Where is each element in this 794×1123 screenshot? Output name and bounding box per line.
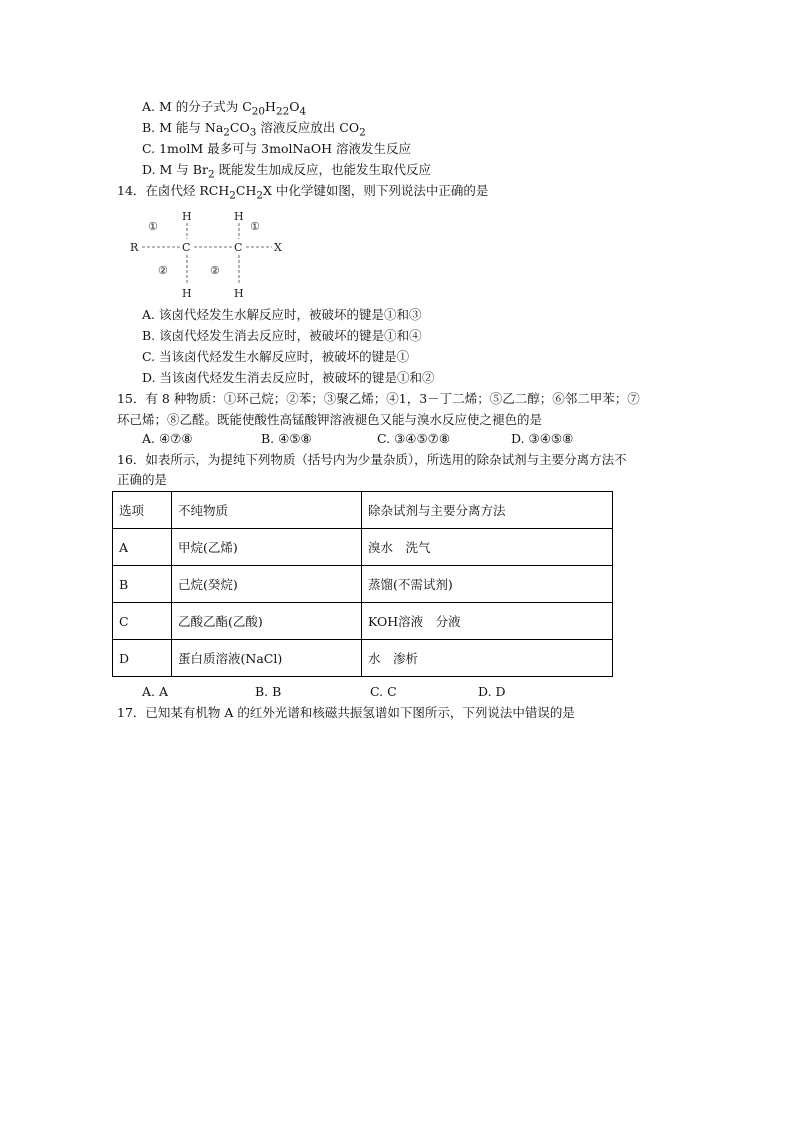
carbon-1: C [182,241,191,254]
table-cell: D [113,640,172,677]
q15-answer-b: B. ④⑤⑧ [261,431,312,446]
q15-answer-c: C. ③④⑤⑦⑧ [377,431,451,446]
q16-stem-line1: 16．如表所示，为提纯下列物质（括号内为少量杂质），所选用的除杂试剂与主要分离方法不 [117,452,627,467]
table-cell: C [113,603,172,640]
hydrogen-top-1: H [182,210,192,223]
header-reagent-method: 除杂试剂与主要分离方法 [362,492,613,529]
table-cell: 溴水 洗气 [362,529,613,566]
q16-answer-d: D. D [478,684,506,699]
table-header-row [113,492,613,529]
table-row [113,603,613,640]
q13-option-c: C. 1molM 最多可与 3molNaOH 溶液发生反应 [142,141,411,156]
bond-label-1a: ① [148,220,158,233]
q14-option-d: D. 当该卤代烃发生消去反应时，被破坏的键是①和② [142,370,435,385]
header-option: 选项 [113,492,172,529]
hydrogen-bottom-1: H [182,287,192,299]
purification-table [112,491,613,677]
carbon-2: C [234,241,243,254]
table-cell: 乙酸乙酯(乙酸) [172,603,362,640]
bond-label-2b: ② [210,264,220,277]
q13-option-d: D. M 与 $Br_2$ 既能发生加成反应，也能发生取代反应 [142,162,432,181]
bond-label-1b: ① [250,220,260,233]
header-impure-substance: 不纯物质 [172,492,362,529]
q13-option-a: A. M 的分子式为 $C_{20}H_{22}O_4$ [142,99,307,118]
table-row [113,566,613,603]
halogen-x: X [274,241,282,254]
q14-stem: 14．在卤代烃 $RCH_2CH_2X$ 中化学键如图，则下列说法中正确的是 [117,183,489,202]
q17-stem: 17．已知某有机物 A 的红外光谱和核磁共振氢谱如下图所示，下列说法中错误的是 [117,705,575,720]
table-cell: 蛋白质溶液(NaCl) [172,640,362,677]
table-cell: 甲烷(乙烯) [172,529,362,566]
haloalkane-bond-diagram [126,207,296,299]
hydrogen-bottom-2: H [234,287,244,299]
table-row [113,640,613,677]
q15-answer-a: A. ④⑦⑧ [142,431,193,446]
hydrogen-top-2: H [234,210,244,223]
q15-stem-line1: 15．有 8 种物质：①环己烷；②苯；③聚乙烯；④1，3－丁二烯；⑤乙二醇；⑥邻二甲苯；⑦ [117,391,640,406]
table-cell: KOH溶液 分液 [362,603,613,640]
table-cell: A [113,529,172,566]
q16-answers [0,684,794,700]
q15-stem-line2: 环己烯；⑧乙醛。既能使酸性高锰酸钾溶液褪色又能与溴水反应使之褪色的是 [117,412,543,427]
table-row [113,529,613,566]
table-cell: 蒸馏(不需试剂) [362,566,613,603]
q16-answer-b: B. B [255,684,282,699]
q15-answers [0,431,794,447]
table-cell: 己烷(癸烷) [172,566,362,603]
q13-option-b: B. M 能与 $Na_2CO_3$ 溶液反应放出 $CO_2$ [142,120,366,139]
q14-option-b: B. 该卤代烃发生消去反应时，被破坏的键是①和④ [142,328,422,343]
q15-answer-d: D. ③④⑤⑧ [511,431,574,446]
q16-stem-line2: 正确的是 [117,472,168,487]
q16-answer-a: A. A [142,684,169,699]
bond-label-2a: ② [158,264,168,277]
q14-option-c: C. 当该卤代烃发生水解反应时，被破坏的键是① [142,349,410,364]
q14-option-a: A. 该卤代烃发生水解反应时，被破坏的键是①和③ [142,307,422,322]
r-group: R [130,241,139,254]
q16-answer-c: C. C [370,684,397,699]
table-cell: B [113,566,172,603]
table-cell: 水 渗析 [362,640,613,677]
